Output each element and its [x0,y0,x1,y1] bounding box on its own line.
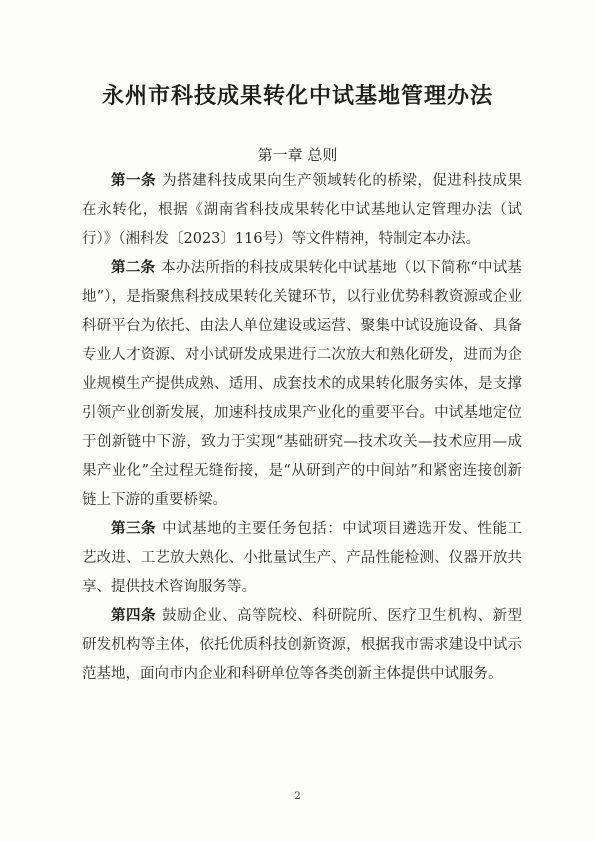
document-body [82,167,522,689]
article-3-text: 中试基地的主要任务包括：中试项目遴选开发、性能工艺改进、工艺放大熟化、小批量试生产、产品性能检测、仪器开放共享、提供技术咨询服务等。 [82,521,523,595]
page-number: 2 [294,791,301,802]
article-1 [82,167,522,254]
article-1-text: 为搭建科技成果向生产领域转化的桥梁，促进科技成果在永转化，根据《湖南省科技成果转化中试基地认定管理办法（试行）》（湘科发〔2023〕116号）等文件精神，特制定本办法。 [82,173,523,247]
article-4-text: 鼓励企业、高等院校、科研院所、医疗卫生机构、新型研发机构等主体，依托优质科技创新资源，根据我市需求建设中试示范基地，面向市内企业和科研单位等各类创新主体提供中试服务。 [82,608,523,682]
article-3-label: 第三条 [111,521,157,537]
chapter-heading: 第一章 总则 [257,146,338,164]
article-3 [82,515,522,602]
article-2 [82,254,522,515]
article-4-label: 第四条 [111,608,157,624]
article-2-label: 第二条 [111,260,156,276]
article-1-label: 第一条 [111,173,157,189]
article-4 [82,602,522,689]
document-title: 永州市科技成果转化中试基地管理办法 [101,83,493,109]
article-2-text: 本办法所指的科技成果转化中试基地（以下简称“中试基地”），是指聚焦科技成果转化关键环节，以行业优势科教资源或企业科研平台为依托、由法人单位建设或运营、聚集中试设施设备、具备专业人才资源、对小试研发成果进行二次放大和熟化研发，进而为企业规模生产提供成熟、适用、成套技术的成果转化服务实体，是支撑引领产业创新发展，加速科技成果产业化的重要平台。中试基地定位于创新链中下游，致力于实现“基础研究—技术攻关—技术应用—成果产业化”全过程无缝衔接，是“从研到产的中间站”和紧密连接创新链上下游的重要桥梁。 [82,260,523,508]
